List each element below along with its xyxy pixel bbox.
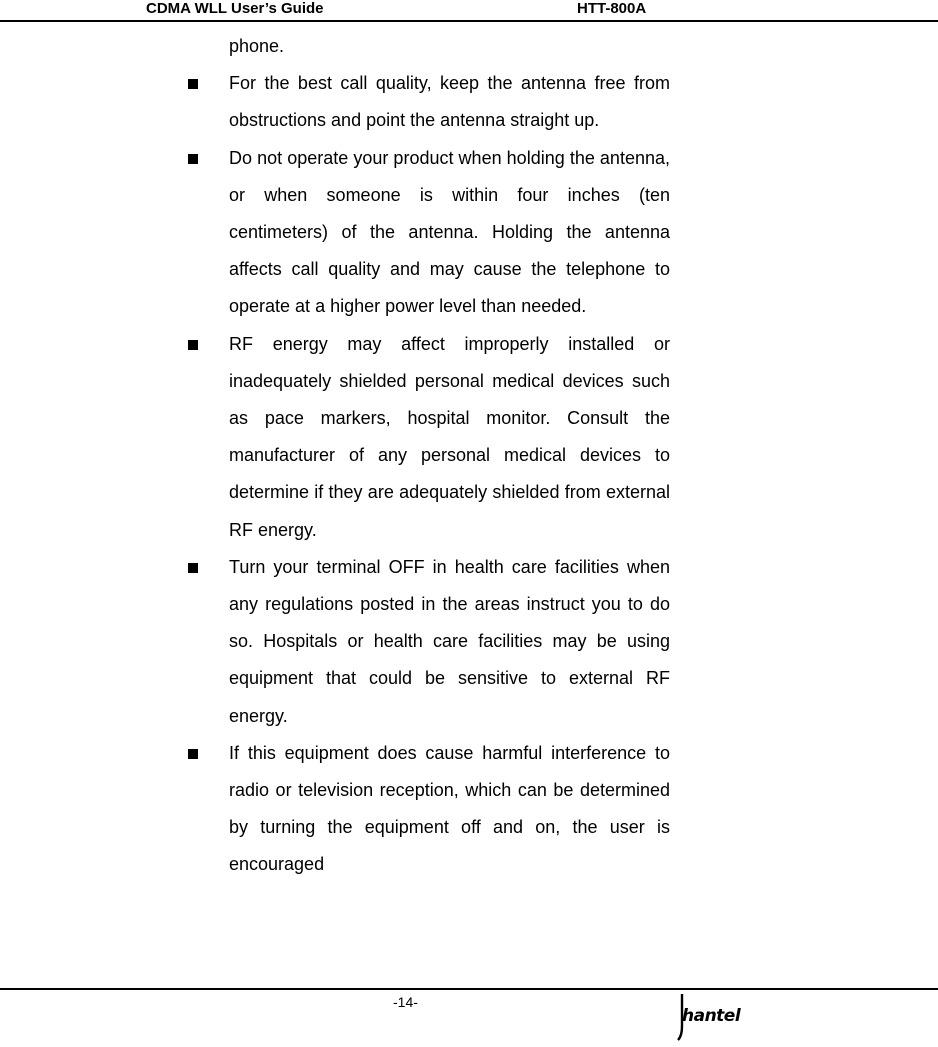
logo-text: hantel <box>682 1006 741 1026</box>
list-item <box>188 140 670 326</box>
square-bullet-icon <box>188 340 198 350</box>
list-item-text: Turn your terminal OFF in health care facilities when any regulations posted in the areas instruct you to do so. Hospitals or health care facilities may be using equipment that could be sensitive to external RF energy. <box>229 556 670 726</box>
continuation-text: phone. <box>229 36 285 56</box>
list-item-text: RF energy may affect improperly installed or inadequately shielded personal medical devices such as pace markers, hospital monitor. Consult the manufacturer of any personal medical devices to determine if they are adequately shielded from external RF energy. <box>229 333 670 540</box>
page-number: -14- <box>393 994 418 1010</box>
square-bullet-icon <box>188 563 198 573</box>
list-item-text: If this equipment does cause harmful interference to radio or television reception, which can be determined by turning the equipment off and on, the user is encouraged <box>229 742 670 875</box>
list-item <box>188 326 670 549</box>
footer-divider <box>0 988 938 990</box>
square-bullet-icon <box>188 154 198 164</box>
body-text <box>188 28 670 884</box>
square-bullet-icon <box>188 79 198 89</box>
list-item <box>188 549 670 735</box>
list-item <box>188 65 670 139</box>
page-header <box>0 0 938 22</box>
document-title: CDMA WLL User’s Guide <box>146 0 324 17</box>
list-item-text: For the best call quality, keep the antenna free from obstructions and point the antenna straight up. <box>229 73 670 131</box>
list-item <box>188 735 670 884</box>
square-bullet-icon <box>188 749 198 759</box>
list-item-text: Do not operate your product when holding the antenna, or when someone is within four inches (ten centimeters) of the antenna. Holding the antenna affects call quality and may cause the telephone to operate at a higher power level than needed. <box>229 147 670 317</box>
hantel-logo <box>674 990 744 1042</box>
model-number: HTT-800A <box>577 0 647 17</box>
